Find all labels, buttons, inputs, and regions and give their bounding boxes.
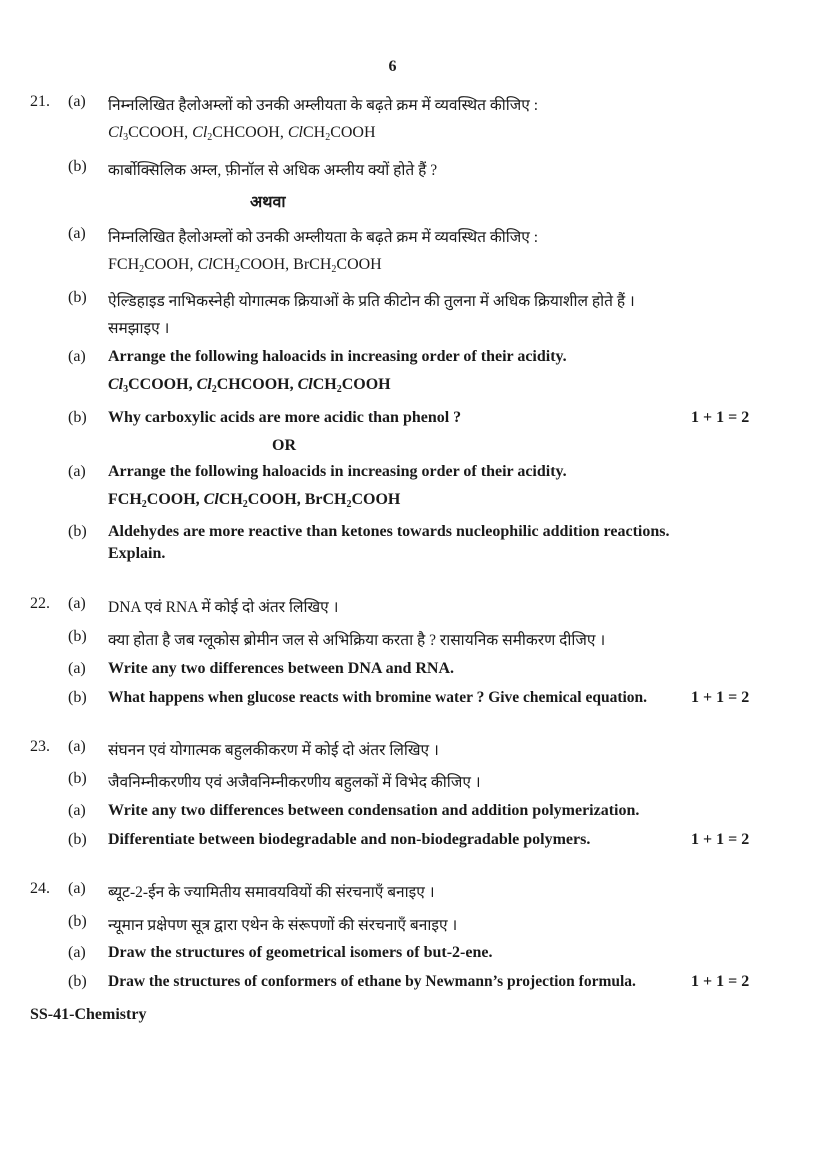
q21-hi-b-label: (b) [68,158,87,175]
q22-en-a-label: (a) [68,660,86,677]
question-number-24: 24. [30,880,50,897]
q21-en-or-b-text-2: Explain. [108,545,166,562]
q24-hi-b-label: (b) [68,913,87,930]
q22-hi-b-label: (b) [68,628,87,645]
q22-en-a-text: Write any two differences between DNA and RNA. [108,660,455,677]
q23-hi-b-text: जैवनिम्नीकरणीय एवं अजैवनिम्नीकरणीय बहुलकों में विभेद कीजिए । [108,774,481,791]
q21-en-a-formula: $Cl_3CCOOH$, $Cl_2CHCOOH$, ClCH$_2$COOH [108,376,391,395]
question-number-21: 21. [30,93,50,110]
q23-en-b-text: Differentiate between biodegradable and non-biodegradable polymers. [108,831,591,848]
q21-hi-or-a-label: (a) [68,225,86,242]
q21-hi-b-text: कार्बोक्सिलिक अम्ल, फ़ीनॉल से अधिक अम्लीय क्यों होते हैं ? [108,162,438,179]
q21-hi-or-a-text: निम्नलिखित हैलोअम्लों को उनकी अम्लीयता के बढ़ते क्रम में व्यवस्थित कीजिए : [108,229,539,246]
q21-hi-or-b-label: (b) [68,289,87,306]
q21-hi-or: अथवा [250,194,286,211]
question-number-23: 23. [30,738,50,755]
q22-hi-b-text: क्या होता है जब ग्लूकोस ब्रोमीन जल से अभिक्रिया करता है ? रासायनिक समीकरण दीजिए । [108,632,606,649]
q24-en-b-label: (b) [68,973,87,990]
q21-en-or: OR [272,437,296,454]
q22-en-b-text: What happens when glucose reacts with bromine water ? Give chemical equation. [108,689,648,706]
q21-hi-a-label: (a) [68,93,86,110]
page-number: 6 [388,58,397,75]
q21-en-or-b-text-1: Aldehydes are more reactive than ketones towards nucleophilic addition reactions. [108,523,670,540]
q23-en-b-label: (b) [68,831,87,848]
q21-en-or-a-formula: $FCH_2COOH$, ClCH$_2$COOH, BrCH$_2$COOH [108,491,401,510]
q21-hi-a-text: निम्नलिखित हैलोअम्लों को उनकी अम्लीयता के बढ़ते क्रम में व्यवस्थित कीजिए : [108,97,539,114]
q23-hi-a-text: संघनन एवं योगात्मक बहुलकीकरण में कोई दो अंतर लिखिए । [108,742,439,759]
paper-code-footer: SS-41-Chemistry [30,1006,147,1023]
q21-en-or-a-label: (a) [68,463,86,480]
q24-hi-a-text: ब्यूट-2-ईन के ज्यामितीय समावयवियों की संरचनाएँ बनाइए । [108,884,435,901]
q21-hi-or-b-text-1: ऐल्डिहाइड नाभिकस्नेही योगात्मक क्रियाओं के प्रति कीटोन की तुलना में अधिक क्रियाशील होते हैं । [108,293,635,310]
q23-en-a-text: Write any two differences between condensation and addition polymerization. [108,802,640,819]
q22-marks: 1 + 1 = 2 [691,689,750,706]
q21-en-b-text: Why carboxylic acids are more acidic than phenol ? [108,409,462,426]
q24-en-a-label: (a) [68,944,86,961]
question-number-22: 22. [30,595,50,612]
q24-hi-a-label: (a) [68,880,86,897]
q21-hi-or-b-text-2: समझाइए । [108,320,170,337]
q24-marks: 1 + 1 = 2 [691,973,750,990]
q23-hi-a-label: (a) [68,738,86,755]
q21-en-or-a-text: Arrange the following haloacids in increasing order of their acidity. [108,463,567,480]
q22-hi-a-label: (a) [68,595,86,612]
q22-en-b-label: (b) [68,689,87,706]
q21-en-a-label: (a) [68,348,86,365]
q22-hi-a-text: DNA एवं RNA में कोई दो अंतर लिखिए । [108,599,339,616]
q23-hi-b-label: (b) [68,770,87,787]
q24-en-a-text: Draw the structures of geometrical isomers of but-2-ene. [108,944,493,961]
q21-en-a-text: Arrange the following haloacids in increasing order of their acidity. [108,348,567,365]
q24-hi-b-text: न्यूमान प्रक्षेपण सूत्र द्वारा एथेन के संरूपणों की संरचनाएँ बनाइए । [108,917,458,934]
q23-en-a-label: (a) [68,802,86,819]
q21-hi-a-formula: $Cl_3CCOOH$, $Cl_2CHCOOH$, ClCH$_2$COOH [108,124,376,143]
q21-en-b-label: (b) [68,409,87,426]
q21-hi-or-a-formula: $FCH_2COOH$, ClCH$_2$COOH, BrCH$_2$COOH [108,256,382,275]
q21-en-or-b-label: (b) [68,523,87,540]
q21-marks: 1 + 1 = 2 [691,409,750,426]
q23-marks: 1 + 1 = 2 [691,831,750,848]
q24-en-b-text: Draw the structures of conformers of ethane by Newmann’s projection formula. [108,973,636,990]
